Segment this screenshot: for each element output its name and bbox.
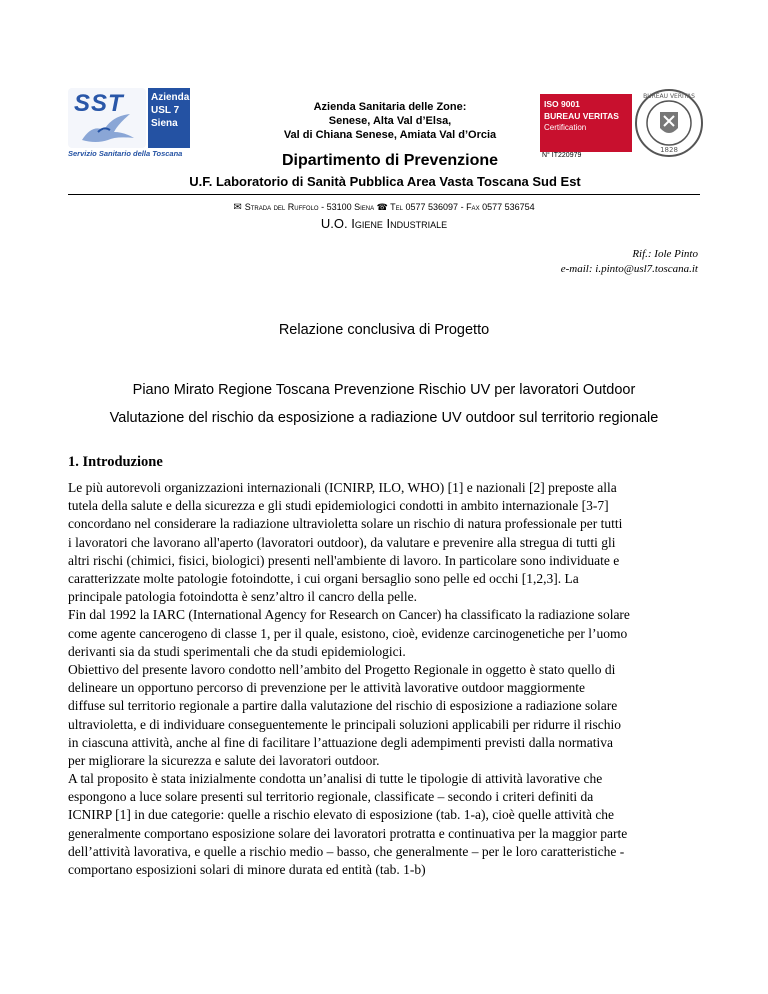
reference-email: e-mail: i.pinto@usl7.toscana.it xyxy=(560,263,698,275)
plan-title: Piano Mirato Regione Toscana Prevenzione Rischio UV per lavoratori Outdoor xyxy=(132,382,636,398)
paragraph-line: derivanti sia da studi sperimentali che da studi epidemiologici. xyxy=(68,643,406,659)
paragraph-line: dell’attività lavorativa, e quelle a rischio medio – basso, che generalmente – per le loro caratteristiche - xyxy=(68,843,625,859)
laboratory-title: U.F. Laboratorio di Sanità Pubblica Area Vasta Toscana Sud Est xyxy=(189,174,581,189)
section-heading: 1. Introduzione xyxy=(68,454,163,470)
paragraph-line: espongono a luce solare presenti sul territorio regionale, classificate – secondo i criteri definiti da xyxy=(68,789,594,805)
paragraph-line: ICNIRP [1] in due categorie: quelle a rischio elevato di esposizione (tab. 1-a), cioè quelle attività che xyxy=(68,807,615,823)
azienda-box xyxy=(148,88,190,148)
paragraph-line: caratterizzate molte patologie fotoindotte, i cui organi bersaglio sono pelle ed occhi [1,2,3]. La xyxy=(68,571,579,587)
paragraph-line: per migliorare la sicurezza e salute dei lavoratori outdoor. xyxy=(68,753,380,769)
paragraph-line: Le più autorevoli organizzazioni internazionali (ICNIRP, ILO, WHO) [1] e nazionali [2] preposte alla xyxy=(68,480,617,495)
reference-author: Rif.: Iole Pinto xyxy=(632,248,698,260)
department-title: Dipartimento di Prevenzione xyxy=(281,152,499,169)
bv-line: BUREAU VERITAS xyxy=(544,111,619,121)
seal-year: 1828 xyxy=(660,146,678,154)
report-subtitle: Valutazione del rischio da esposizione a radiazione UV outdoor sul territorio regionale xyxy=(109,410,659,426)
paragraph-line: comportano esposizioni solari di minore durata ed entità (tab. 1-b) xyxy=(68,862,426,878)
org-line-2: Senese, Alta Val d’Elsa, xyxy=(328,115,452,127)
service-caption: Servizio Sanitario della Toscana xyxy=(68,149,183,158)
paragraph-line: principale patologia fotoindotta è senz’altro il cancro della pelle. xyxy=(68,589,417,605)
paragraph-2 xyxy=(68,770,698,879)
paragraph-line: generalmente comportano esposizione solare dei lavoratori protratta e continuativa per la maggior parte xyxy=(68,825,628,841)
usl-line: USL 7 xyxy=(151,105,180,116)
paragraph-line: concordano nel considerare la radiazione ultravioletta solare un rischio di natura professionale per tutti xyxy=(68,516,623,532)
org-line-1: Azienda Sanitaria delle Zone: xyxy=(313,101,467,113)
envelope-icon: ✉ xyxy=(233,202,242,213)
paragraph-line: come agente cancerogeno di classe 1, per il quale, esistono, cioè, evidenze carcinogenetiche per l’uomo xyxy=(68,625,628,641)
certificate-number: N° IT220979 xyxy=(542,152,582,159)
header-divider xyxy=(68,194,700,195)
report-title: Relazione conclusiva di Progetto xyxy=(278,322,490,338)
paragraph-line: altri rischi (chimici, fisici, biologici) presenti nell'ambiente di lavoro. In particolare sono individuate e xyxy=(68,552,620,568)
paragraph-line: in ciascuna attività, anche al fine di facilitare l’attuazione degli adempimenti previsti dalla normativa xyxy=(68,734,614,750)
bird-logo-icon xyxy=(78,110,138,146)
paragraph-line: Obiettivo del presente lavoro condotto nell’ambito del Progetto Regionale in oggetto è stato quello di xyxy=(68,662,616,678)
azienda-line: Azienda xyxy=(151,92,190,103)
bureau-veritas-seal-icon xyxy=(634,88,704,158)
paragraph-line: diffuse sul territorio regionale a partire dalla valutazione del rischio di esposizione a radiazione solare xyxy=(68,698,618,714)
address-line xyxy=(68,202,700,213)
seal-text: BUREAU VERITAS xyxy=(643,93,695,100)
paragraph-line: delineare un opportuno percorso di prevenzione per le attività lavorative outdoor maggiormente xyxy=(68,680,585,696)
iso-line: ISO 9001 xyxy=(544,99,580,109)
org-line-3: Val di Chiana Senese, Amiata Val d’Orcia xyxy=(283,129,497,141)
siena-line: Siena xyxy=(151,118,178,129)
paragraph-line: i lavoratori che lavorano all'aperto (lavoratori outdoor), da valutare e prevenire alla stregua di tutti gli xyxy=(68,534,616,550)
address-text: Strada del Ruffolo - 53100 Siena ☎ Tel 0577 536097 - Fax 0577 536754 xyxy=(244,202,535,212)
paragraph-line: Fin dal 1992 la IARC (International Agency for Research on Cancer) ha classificato la radiazione solare xyxy=(68,607,630,623)
paragraph-line: tutela della salute e della sicurezza e gli studi epidemiologici condotti in ambito internazionale [3-7] xyxy=(68,498,609,514)
paragraph-line: A tal proposito è stata inizialmente condotta un’analisi di tutte le tipologie di attività lavorative che xyxy=(68,771,603,786)
bv-red-box xyxy=(540,94,632,152)
unit-title: U.O. Igiene Industriale xyxy=(320,216,448,231)
asl-logo xyxy=(68,88,190,158)
paragraph-line: ultravioletta, e di individuare conseguentemente le principali soluzioni applicabili per ridurre il rischio xyxy=(68,716,621,732)
sst-letters: SST xyxy=(74,90,124,117)
paragraph-1 xyxy=(68,479,698,770)
certification-line: Certification xyxy=(544,123,587,132)
